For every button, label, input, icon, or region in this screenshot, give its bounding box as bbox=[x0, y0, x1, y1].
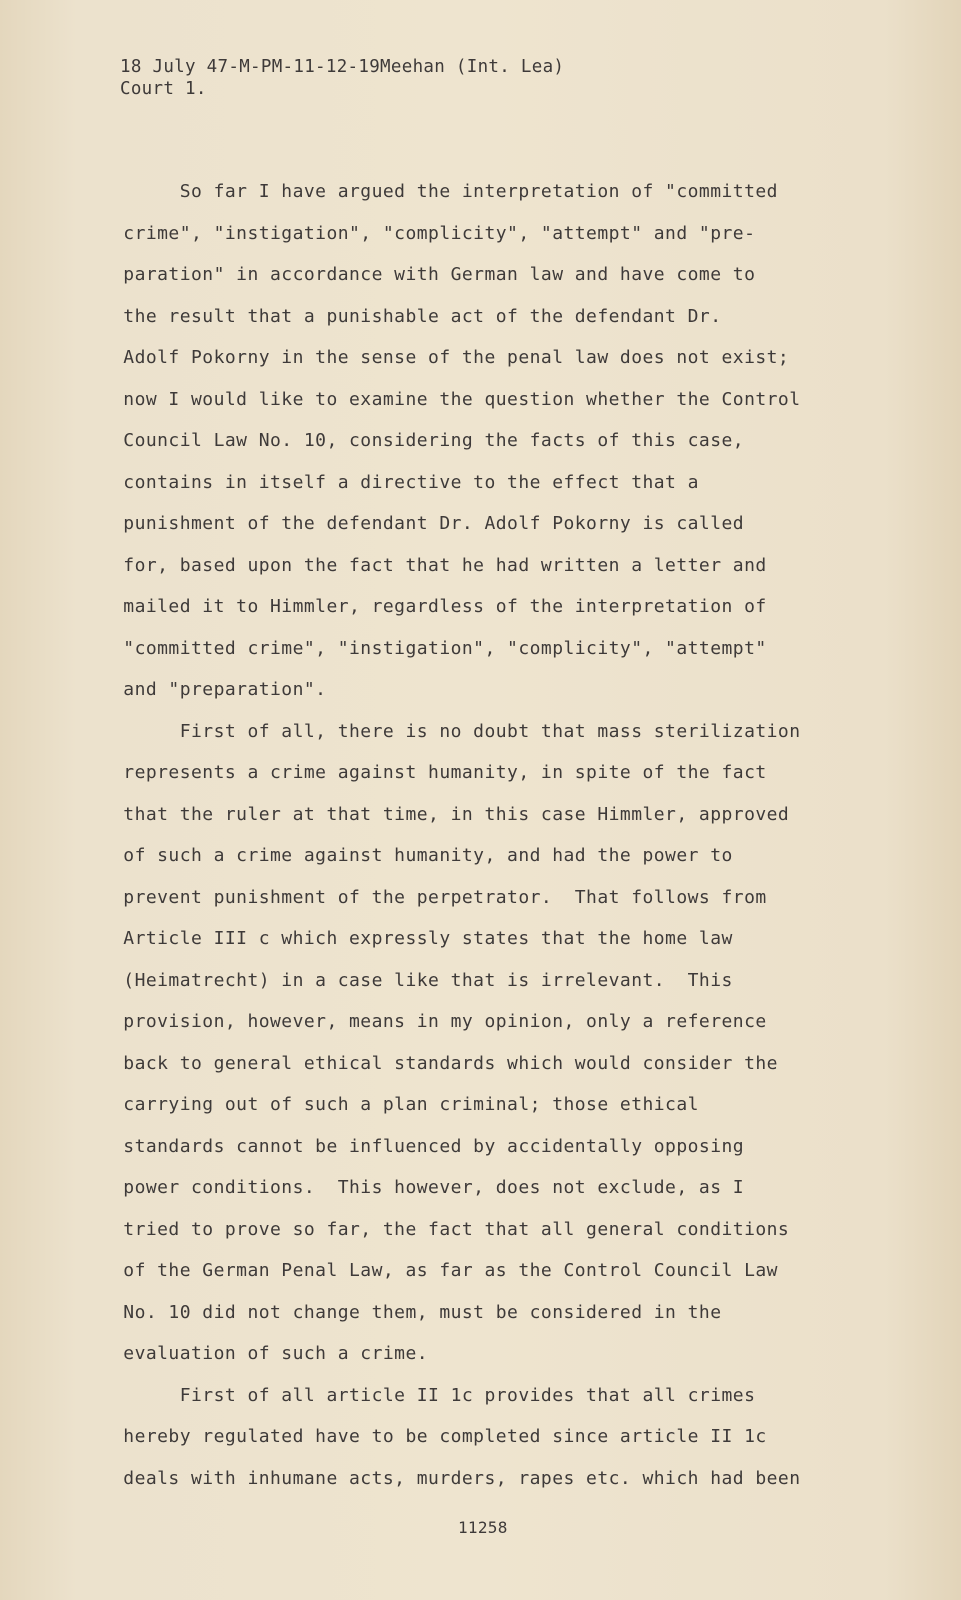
text-line: tried to prove so far, the fact that all general conditions bbox=[112, 1218, 790, 1240]
text-line: provision, however, means in my opinion, only a reference bbox=[112, 1011, 767, 1032]
text-line: that the ruler at that time, in this case Himmler, approved bbox=[112, 803, 790, 825]
text-line: crime", "instigation", "complicity", "attempt" and "pre- bbox=[112, 222, 756, 244]
text-line: carrying out of such a plan criminal; those ethical bbox=[112, 1094, 699, 1115]
text-line: standards cannot be influenced by accidentally opposing bbox=[112, 1135, 745, 1157]
text-line: represents a crime against humanity, in spite of the fact bbox=[112, 762, 767, 783]
text-line: Article III c which expressly states that the home law bbox=[112, 928, 733, 949]
text-line: punishment of the defendant Dr. Adolf Pokorny is called bbox=[112, 513, 745, 534]
text-line: "committed crime", "instigation", "complicity", "attempt" bbox=[112, 637, 767, 659]
header-session-line: 18 July 47-M-PM-11-12-19Meehan (Int. Lea) bbox=[120, 57, 565, 77]
text-line: evaluation of such a crime. bbox=[112, 1343, 429, 1364]
text-line: First of all article II 1c provides that all crimes bbox=[112, 1384, 756, 1406]
text-line: Council Law No. 10, considering the facts of this case, bbox=[112, 430, 745, 451]
page-number: 11258 bbox=[458, 1518, 508, 1537]
text-line: First of all, there is no doubt that mass sterilization bbox=[112, 720, 801, 742]
text-line: for, based upon the fact that he had written a letter and bbox=[112, 554, 767, 576]
text-line: of such a crime against humanity, and had the power to bbox=[112, 845, 733, 866]
text-line: of the German Penal Law, as far as the Control Council Law bbox=[112, 1260, 778, 1281]
header-court-line: Court 1. bbox=[120, 79, 207, 99]
document-body bbox=[112, 180, 952, 1508]
text-line: back to general ethical standards which would consider the bbox=[112, 1052, 778, 1074]
text-line: mailed it to Himmler, regardless of the interpretation of bbox=[112, 596, 767, 617]
text-line: Adolf Pokorny in the sense of the penal law does not exist; bbox=[112, 347, 790, 368]
text-line: prevent punishment of the perpetrator. That follows from bbox=[112, 886, 767, 908]
text-line: (Heimatrecht) in a case like that is irrelevant. This bbox=[112, 969, 733, 991]
text-line: deals with inhumane acts, murders, rapes etc. which had been bbox=[112, 1467, 801, 1489]
text-line: No. 10 did not change them, must be considered in the bbox=[112, 1301, 722, 1323]
text-line: So far I have argued the interpretation of "committed bbox=[112, 181, 778, 202]
text-line: and "preparation". bbox=[112, 679, 327, 700]
text-line: power conditions. This however, does not exclude, as I bbox=[112, 1177, 745, 1198]
text-line: now I would like to examine the question whether the Control bbox=[112, 388, 801, 410]
text-line: the result that a punishable act of the defendant Dr. bbox=[112, 305, 722, 327]
document-header bbox=[120, 56, 564, 100]
text-line: paration" in accordance with German law and have come to bbox=[112, 264, 756, 285]
text-line: hereby regulated have to be completed since article II 1c bbox=[112, 1426, 767, 1447]
text-line: contains in itself a directive to the effect that a bbox=[112, 471, 699, 493]
